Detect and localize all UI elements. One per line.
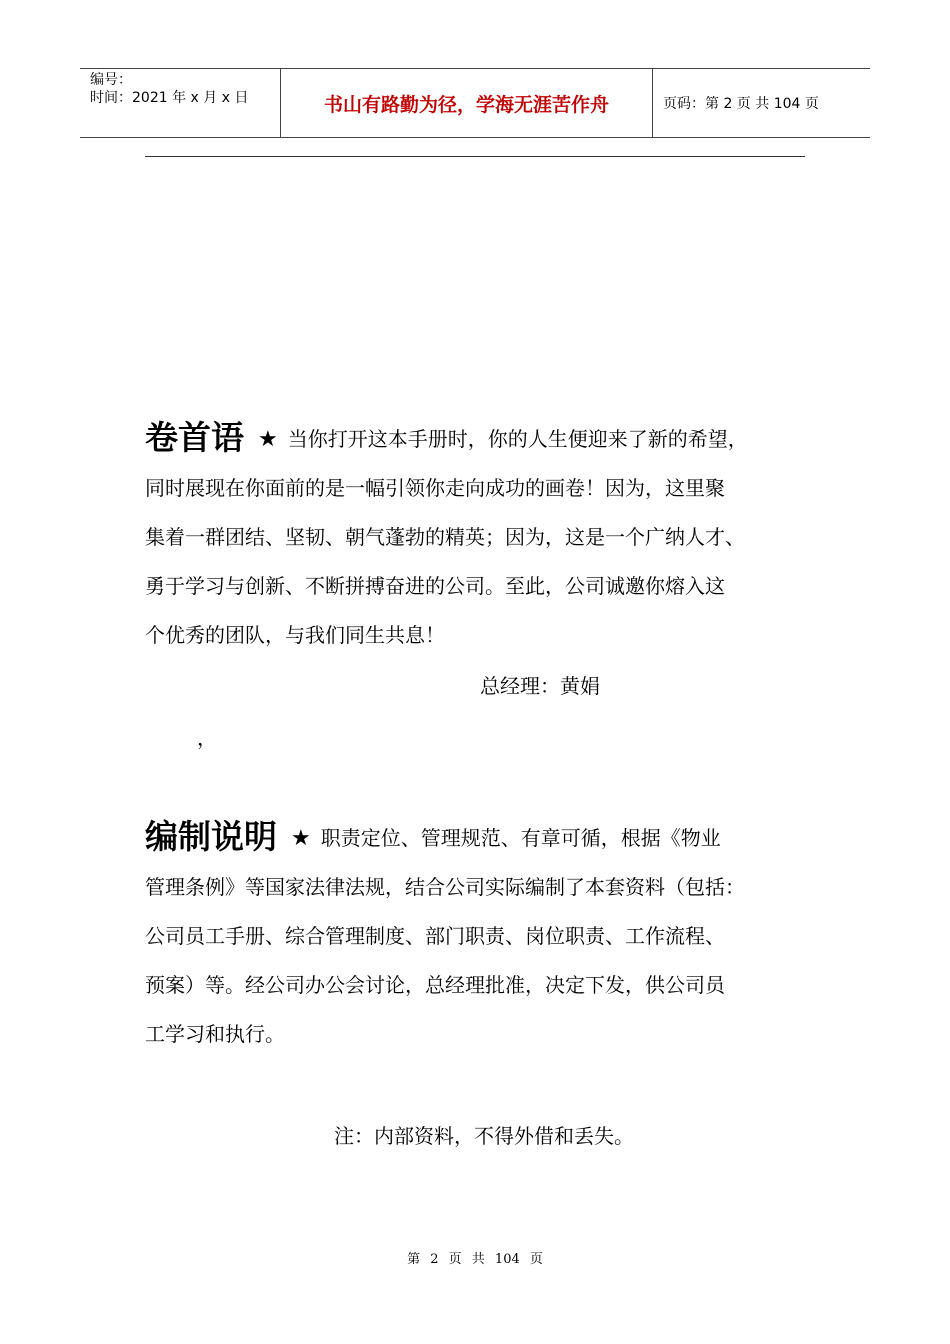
preface-first-line: [145, 413, 835, 464]
preface-line: 勇于学习与创新、不断拼搏奋进的公司。至此，公司诚邀你熔入这: [145, 574, 725, 598]
compile-notes-section: [145, 812, 835, 1059]
date-label: 时间：2021 年 x 月 x 日: [90, 90, 249, 106]
star-icon: ★: [291, 826, 311, 851]
header-motto: 书山有路勤为径，学海无涯苦作舟: [281, 69, 653, 137]
compile-line: 管理条例》等国家法律法规，结合公司实际编制了本套资料（包括：: [145, 875, 745, 899]
star-icon: ★: [258, 427, 278, 452]
preface-section: [145, 413, 835, 660]
number-label: 编号：: [90, 72, 132, 88]
preface-line: 集着一群团结、坚韧、朝气蓬勃的精英；因为，这是一个广纳人才、: [145, 525, 745, 549]
compile-line: 工学习和执行。: [145, 1022, 285, 1046]
preface-heading: 卷首语: [145, 418, 244, 457]
stray-comma: ，: [197, 726, 217, 750]
header-rule: [145, 156, 805, 157]
page-footer: 第 2 页 共 104 页: [407, 1252, 543, 1267]
header-meta: [80, 69, 281, 137]
compile-first-line: [145, 812, 835, 863]
preface-line: 同时展现在你面前的是一幅引领你走向成功的画卷！因为，这里聚: [145, 476, 725, 500]
internal-note: 注：内部资料，不得外借和丢失。: [334, 1124, 634, 1148]
preface-line: 当你打开这本手册时，你的人生便迎来了新的希望，: [287, 427, 748, 451]
compile-heading: 编制说明: [145, 817, 277, 856]
compile-line: 公司员工手册、综合管理制度、部门职责、岗位职责、工作流程、: [145, 924, 725, 948]
preface-line: 个优秀的团队，与我们同生共息！: [145, 623, 445, 647]
header-page-info: 页码：第 2 页 共 104 页: [663, 96, 819, 112]
document-header: [80, 68, 870, 138]
compile-line: 预案）等。经公司办公会讨论，总经理批准，决定下发，供公司员: [145, 973, 725, 997]
preface-signature: 总经理：黄娟: [480, 674, 600, 698]
compile-line: 职责定位、管理规范、有章可循，根据《物业: [320, 826, 721, 850]
